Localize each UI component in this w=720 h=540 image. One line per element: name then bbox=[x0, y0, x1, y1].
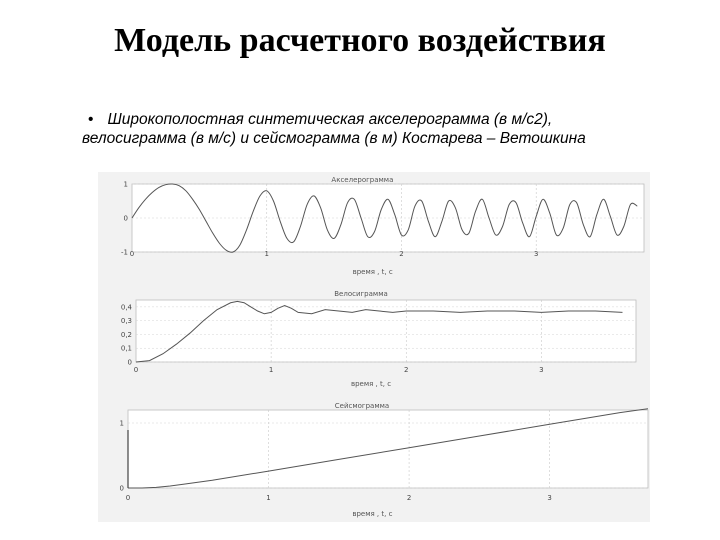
y-tick-label: 0,3 bbox=[120, 317, 132, 326]
x-tick-label: 3 bbox=[539, 366, 544, 374]
panel-title: Акселерограмма bbox=[331, 176, 394, 184]
y-tick-label: 1 bbox=[123, 180, 128, 189]
x-tick-label: 1 bbox=[268, 366, 274, 374]
y-tick-label: -1 bbox=[121, 248, 128, 257]
x-axis-label: время , t, c bbox=[350, 380, 392, 388]
y-tick-label: 1 bbox=[119, 419, 124, 428]
x-tick-label: 0 bbox=[125, 494, 131, 502]
x-tick-label: 0 bbox=[133, 366, 139, 374]
chart-figure bbox=[98, 172, 650, 522]
x-tick-label: 2 bbox=[404, 366, 409, 374]
x-tick-label: 2 bbox=[399, 250, 404, 258]
bullet-line-1 bbox=[82, 110, 682, 129]
x-tick-label: 1 bbox=[266, 494, 271, 502]
x-tick-label: 0 bbox=[129, 250, 135, 258]
x-tick-label: 1 bbox=[264, 250, 269, 258]
x-tick-label: 3 bbox=[547, 494, 552, 502]
y-tick-label: 0 bbox=[123, 214, 128, 223]
bullet-text bbox=[82, 110, 682, 148]
bullet-line-2: велосиграмма (в м/с) и сейсмограмма (в м) Костарева – Ветошкина bbox=[82, 130, 586, 147]
y-tick-label: 0,4 bbox=[120, 303, 132, 312]
x-tick-label: 3 bbox=[533, 250, 539, 258]
panel-title: Велосиграмма bbox=[334, 290, 388, 298]
x-axis-label: время , t, c bbox=[352, 510, 393, 518]
x-axis-label: время , t, c bbox=[352, 268, 393, 276]
panel-title: Сейсмограмма bbox=[334, 402, 390, 410]
y-tick-label: 0,1 bbox=[120, 344, 132, 353]
plot-area-2 bbox=[136, 300, 636, 362]
slide-title: Модель расчетного воздействия bbox=[114, 22, 606, 59]
plot-area-3 bbox=[128, 410, 648, 488]
bullet-line-1-text: Широкополостная синтетическая акселерограмма (в м/с2), bbox=[107, 111, 553, 128]
chart-svg bbox=[98, 172, 650, 522]
y-tick-label: 0 bbox=[127, 358, 132, 367]
bullet-dot-icon: • bbox=[88, 111, 94, 128]
x-tick-label: 2 bbox=[406, 494, 412, 502]
y-tick-label: 0 bbox=[119, 484, 124, 493]
y-tick-label: 0,2 bbox=[120, 330, 132, 339]
